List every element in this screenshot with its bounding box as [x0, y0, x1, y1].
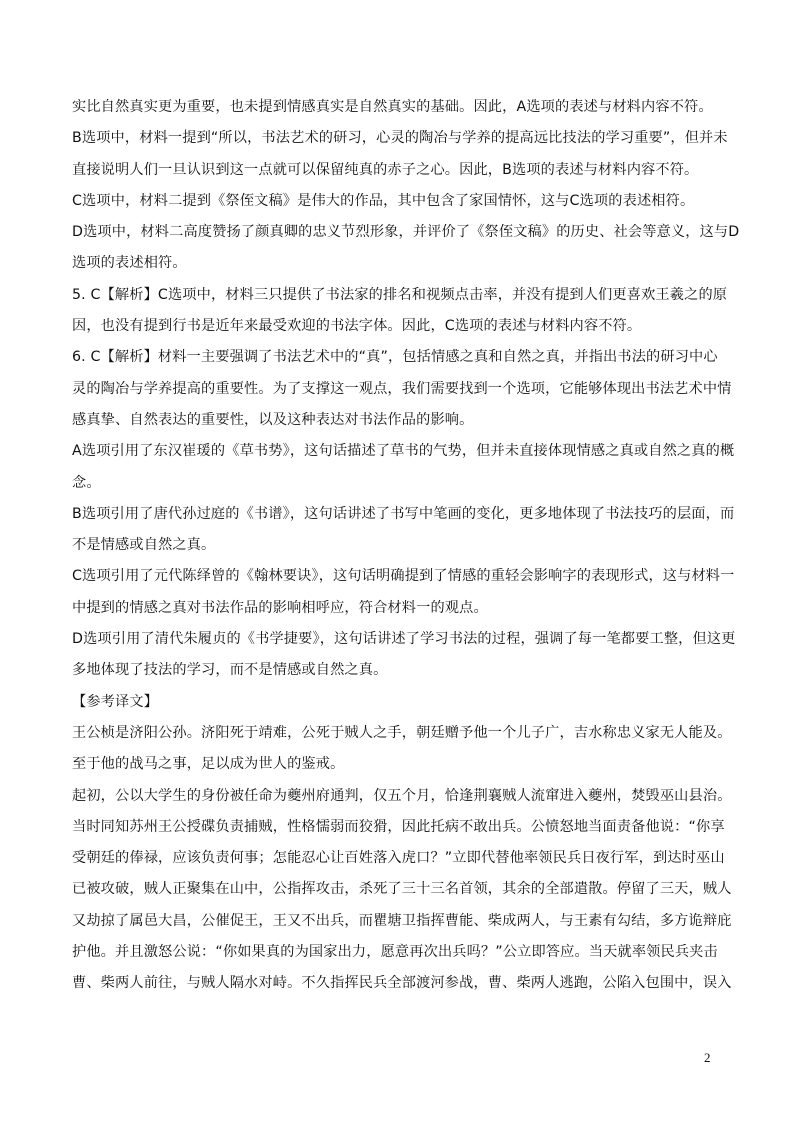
text-line: 灵的陶冶与学养提高的重要性。为了支撑这一观点，我们需要找到一个选项，它能够体现出书法艺术中情: [72, 380, 732, 397]
text-line: 已被攻破，贼人正聚集在山中，公指挥攻击，杀死了三十三名首领，其余的全部遣散。停留了三天，贼人: [72, 881, 732, 898]
text-line: D选项引用了清代朱履贞的《书学捷要》，这句话讲述了学习书法的过程，强调了每一笔都要工整，但这更: [72, 631, 736, 648]
section-heading: 【参考译文】: [72, 693, 159, 710]
text-line: B选项引用了唐代孙过庭的《书谱》，这句话讲述了书写中笔画的变化，更多地体现了书法技巧的层面，而: [72, 505, 735, 522]
text-line: 王公桢是济阳公孙。济阳死于靖难，公死于贼人之手，朝廷赠予他一个儿子广，吉水称忠义家无人能及。: [72, 724, 732, 741]
text-line: C选项引用了元代陈绎曾的《翰林要诀》，这句话明确提到了情感的重轻会影响字的表现形式，这与材料一: [72, 568, 735, 585]
text-line: 中提到的情感之真对书法作品的影响相呼应，符合材料一的观点。: [72, 599, 488, 616]
text-line: 不是情感或自然之真。: [72, 537, 216, 554]
text-line: 感真挚、自然表达的重要性，以及这种表达对书法作品的影响。: [72, 411, 474, 428]
text-line: 又劫掠了属邑大昌，公催促王，王又不出兵，而瞿塘卫指挥曹能、柴成两人，与王素有勾结，多方诡辩庇: [72, 912, 732, 929]
text-line: 曹、柴两人前往，与贼人隔水对峙。不久指挥民兵全部渡河参战，曹、柴两人逃跑，公陷入包围中，误入: [72, 975, 732, 992]
text-line: 受朝廷的俸禄，应该负责何事；怎能忍心让百姓落入虎口？”立即代替他率领民兵日夜行军，到达时巫山: [72, 850, 725, 867]
text-line: 5. C【解析】C选项中，材料三只提供了书法家的排名和视频点击率，并没有提到人们更喜欢王羲之的原: [72, 286, 728, 303]
text-line: D选项中，材料二高度赞扬了颜真卿的忠义节烈形象，并评价了《祭侄文稿》的历史、社会等意义，这与D: [72, 224, 740, 241]
document-body: [72, 97, 740, 1005]
text-line: 因，也没有提到行书是近年来最受欢迎的书法字体。因此，C选项的表述与材料内容不符。: [72, 318, 642, 335]
text-line: 选项的表述相符。: [72, 255, 187, 272]
text-line: 直接说明人们一旦认识到这一点就可以保留纯真的赤子之心。因此，B选项的表述与材料内容不符。: [72, 161, 699, 178]
text-line: 实比自然真实更为重要，也未提到情感真实是自然真实的基础。因此，A选项的表述与材料内容不符。: [72, 99, 713, 115]
text-line: 念。: [72, 474, 101, 491]
text-line: 护他。并且激怒公说：“你如果真的为国家出力，愿意再次出兵吗？”公立即答应。当天就率领民兵夹击: [72, 944, 718, 961]
text-line: B选项中，材料一提到“所以，书法艺术的研习，心灵的陶冶与学养的提高远比技法的学习重要”，但并未: [72, 130, 728, 147]
text-line: 起初，公以大学生的身份被任命为夔州府通判，仅五个月，恰逢荆襄贼人流窜进入夔州，焚毁巫山县治。: [72, 787, 732, 804]
text-line: 至于他的战马之事，足以成为世人的鉴戒。: [72, 756, 345, 773]
text-line: 当时同知苏州王公授碟负责捕贼，性格懦弱而狡猾，因此托病不敢出兵。公愤怒地当面责备他说：“你享: [72, 818, 725, 835]
text-line: 多地体现了技法的学习，而不是情感或自然之真。: [72, 662, 388, 679]
text-line: C选项中，材料二提到《祭侄文稿》是伟大的作品，其中包含了家国情怀，这与C选项的表述相符。: [72, 192, 695, 209]
text-line: 6. C【解析】材料一主要强调了书法艺术中的“真”，包括情感之真和自然之真，并指出书法的研习中心: [72, 349, 718, 366]
text-line: A选项引用了东汉崔瑗的《草书势》，这句话描述了草书的气势，但并未直接体现情感之真或自然之真的概: [72, 443, 735, 460]
page-number: 2: [704, 1050, 711, 1065]
